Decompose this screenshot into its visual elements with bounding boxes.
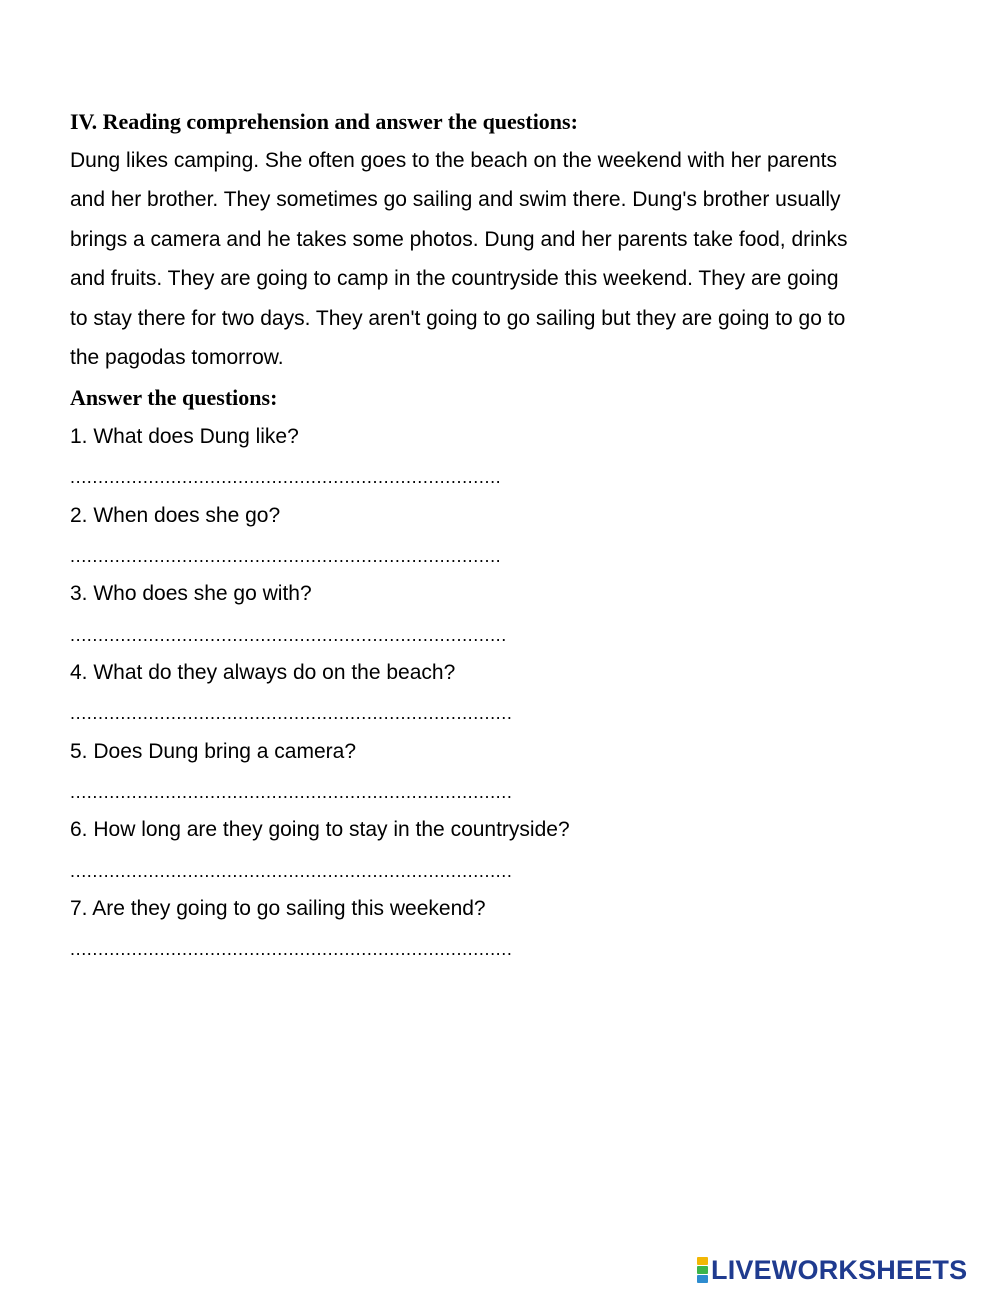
answer-line-6[interactable]: ............................................................................... (70, 861, 513, 881)
answer-line-1[interactable]: ............................................................................. (70, 467, 502, 487)
answer-line-7[interactable]: ............................................................................... (70, 939, 513, 959)
question-1: 1. What does Dung like? (70, 425, 299, 448)
passage-line: brings a camera and he takes some photos. Dung and her parents take food, drinks (70, 228, 848, 251)
passage-line: Dung likes camping. She often goes to the beach on the weekend with her parents (70, 149, 837, 172)
logo-block (697, 1266, 708, 1274)
question-7: 7. Are they going to go sailing this weekend? (70, 897, 486, 920)
liveworksheets-logo (697, 1256, 967, 1284)
question-3: 3. Who does she go with? (70, 582, 312, 605)
section-title: IV. Reading comprehension and answer the questions: (70, 109, 578, 134)
question-6: 6. How long are they going to stay in the countryside? (70, 818, 570, 841)
answer-line-2[interactable]: ............................................................................. (70, 546, 502, 566)
passage-line: and her brother. They sometimes go sailing and swim there. Dung's brother usually (70, 188, 841, 211)
passage-line: the pagodas tomorrow. (70, 346, 284, 369)
question-4: 4. What do they always do on the beach? (70, 661, 456, 684)
logo-blocks-icon (697, 1257, 708, 1283)
logo-text: LIVEWORKSHEETS (711, 1255, 968, 1285)
logo-block (697, 1275, 708, 1283)
passage-line: and fruits. They are going to camp in the countryside this weekend. They are going (70, 267, 839, 290)
questions-title: Answer the questions: (70, 385, 278, 410)
answer-line-5[interactable]: ............................................................................... (70, 782, 513, 802)
question-2: 2. When does she go? (70, 504, 281, 527)
passage-line: to stay there for two days. They aren't going to go sailing but they are going to go to (70, 307, 846, 330)
question-5: 5. Does Dung bring a camera? (70, 740, 356, 763)
answer-line-3[interactable]: .............................................................................. (70, 625, 507, 645)
logo-block (697, 1257, 708, 1265)
answer-line-4[interactable]: ............................................................................... (70, 703, 513, 723)
